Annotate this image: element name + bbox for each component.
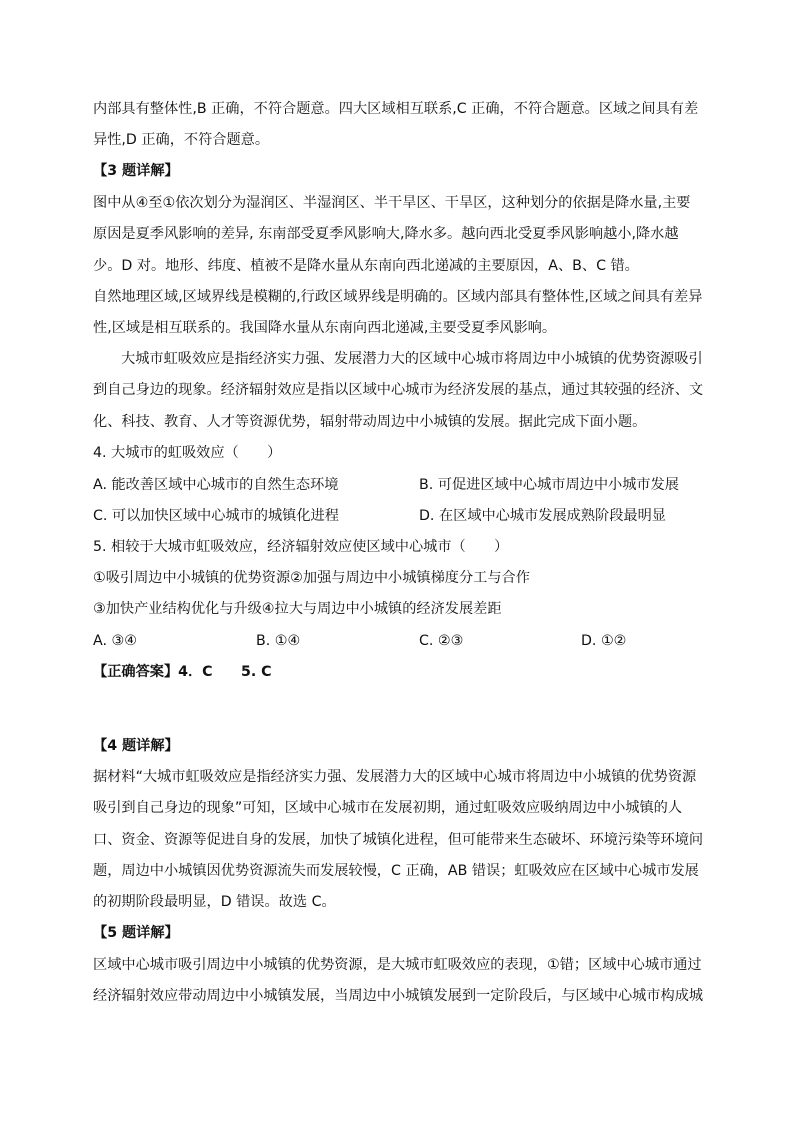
text-line: 图中从④至①依次划分为湿润区、半湿润区、半干旱区、干旱区，这种划分的依据是降水量,主要: [93, 195, 691, 211]
section-heading-q4: 【4 题详解】: [93, 738, 179, 754]
text-line: 经济辐射效应带动周边中小城镇发展，当周边中小城镇发展到一定阶段后，与区域中心城市构成城: [93, 988, 703, 1004]
section-heading-q3: 【3 题详解】: [93, 163, 179, 179]
passage-line: 到自己身边的现象。经济辐射效应是指以区域中心城市为经济发展的基点，通过其较强的经济、文: [93, 382, 703, 398]
q5-statement-line: ①吸引周边中小城镇的优势资源②加强与周边中小城镇梯度分工与合作: [93, 570, 530, 586]
answer-key: 【正确答案】4．C 5. C: [93, 664, 272, 680]
text-line: 题，周边中小城镇因优势资源流失而发展较慢，C 正确，AB 错误；虹吸效应在区域中心城市发展: [93, 863, 699, 879]
text-line: 内部具有整体性,B 正确，不符合题意。四大区域相互联系,C 正确，不符合题意。区域之间具有差: [93, 101, 699, 117]
q5-option-c: C. ②③: [419, 633, 464, 649]
text-line: 据材料“大城市虹吸效应是指经济实力强、发展潜力大的区域中心城市将周边中小城镇的优势资源: [93, 769, 697, 785]
text-line: 吸引到自己身边的现象”可知，区域中心城市在发展初期，通过虹吸效应吸纳周边中小城镇的人: [93, 800, 683, 816]
text-line: 异性,D 正确，不符合题意。: [93, 132, 270, 148]
q4-option-b: B. 可促进区域中心城市周边中小城市发展: [419, 477, 679, 493]
q4-option-c: C. 可以加快区域中心城市的城镇化进程: [93, 508, 339, 524]
text-line: 少。D 对。地形、纬度、植被不是降水量从东南向西北递减的主要原因，A、B、C 错。: [93, 258, 639, 274]
q4-option-d: D. 在区域中心城市发展成熟阶段最明显: [419, 508, 666, 524]
q5-option-a: A. ③④: [93, 633, 137, 649]
q5-statement-line: ③加快产业结构优化与升级④拉大与周边中小城镇的经济发展差距: [93, 601, 502, 617]
text-line: 口、资金、资源等促进自身的发展，加快了城镇化进程，但可能带来生态破坏、环境污染等环境问: [93, 832, 703, 848]
question-5: 5. 相较于大城市虹吸效应，经济辐射效应使区域中心城市（ ）: [93, 539, 509, 555]
q5-option-b: B. ①④: [256, 633, 301, 649]
text-line: 区域中心城市吸引周边中小城镇的优势资源，是大城市虹吸效应的表现，①错；区域中心城市通过: [93, 957, 702, 973]
text-line: 性,区域是相互联系的。我国降水量从东南向西北递减,主要受夏季风影响。: [93, 320, 557, 336]
question-4: 4. 大城市的虹吸效应（ ）: [93, 445, 282, 461]
passage-line: 化、科技、教育、人才等资源优势，辐射带动周边中小城镇的发展。据此完成下面小题。: [93, 414, 647, 430]
q5-option-d: D. ①②: [581, 633, 627, 649]
text-line: 自然地理区域,区域界线是模糊的,行政区域界线是明确的。区域内部具有整体性,区域之间具有差异: [93, 289, 703, 305]
section-heading-q5: 【5 题详解】: [93, 925, 179, 941]
text-line: 的初期阶段最明显，D 错误。故选 C。: [93, 894, 336, 910]
q4-option-a: A. 能改善区域中心城市的自然生态环境: [93, 477, 339, 493]
text-line: 原因是夏季风影响的差异, 东南部受夏季风影响大,降水多。越向西北受夏季风影响越小,降水越: [93, 226, 679, 242]
passage-line: 大城市虹吸效应是指经济实力强、发展潜力大的区域中心城市将周边中小城镇的优势资源吸引: [121, 351, 703, 367]
